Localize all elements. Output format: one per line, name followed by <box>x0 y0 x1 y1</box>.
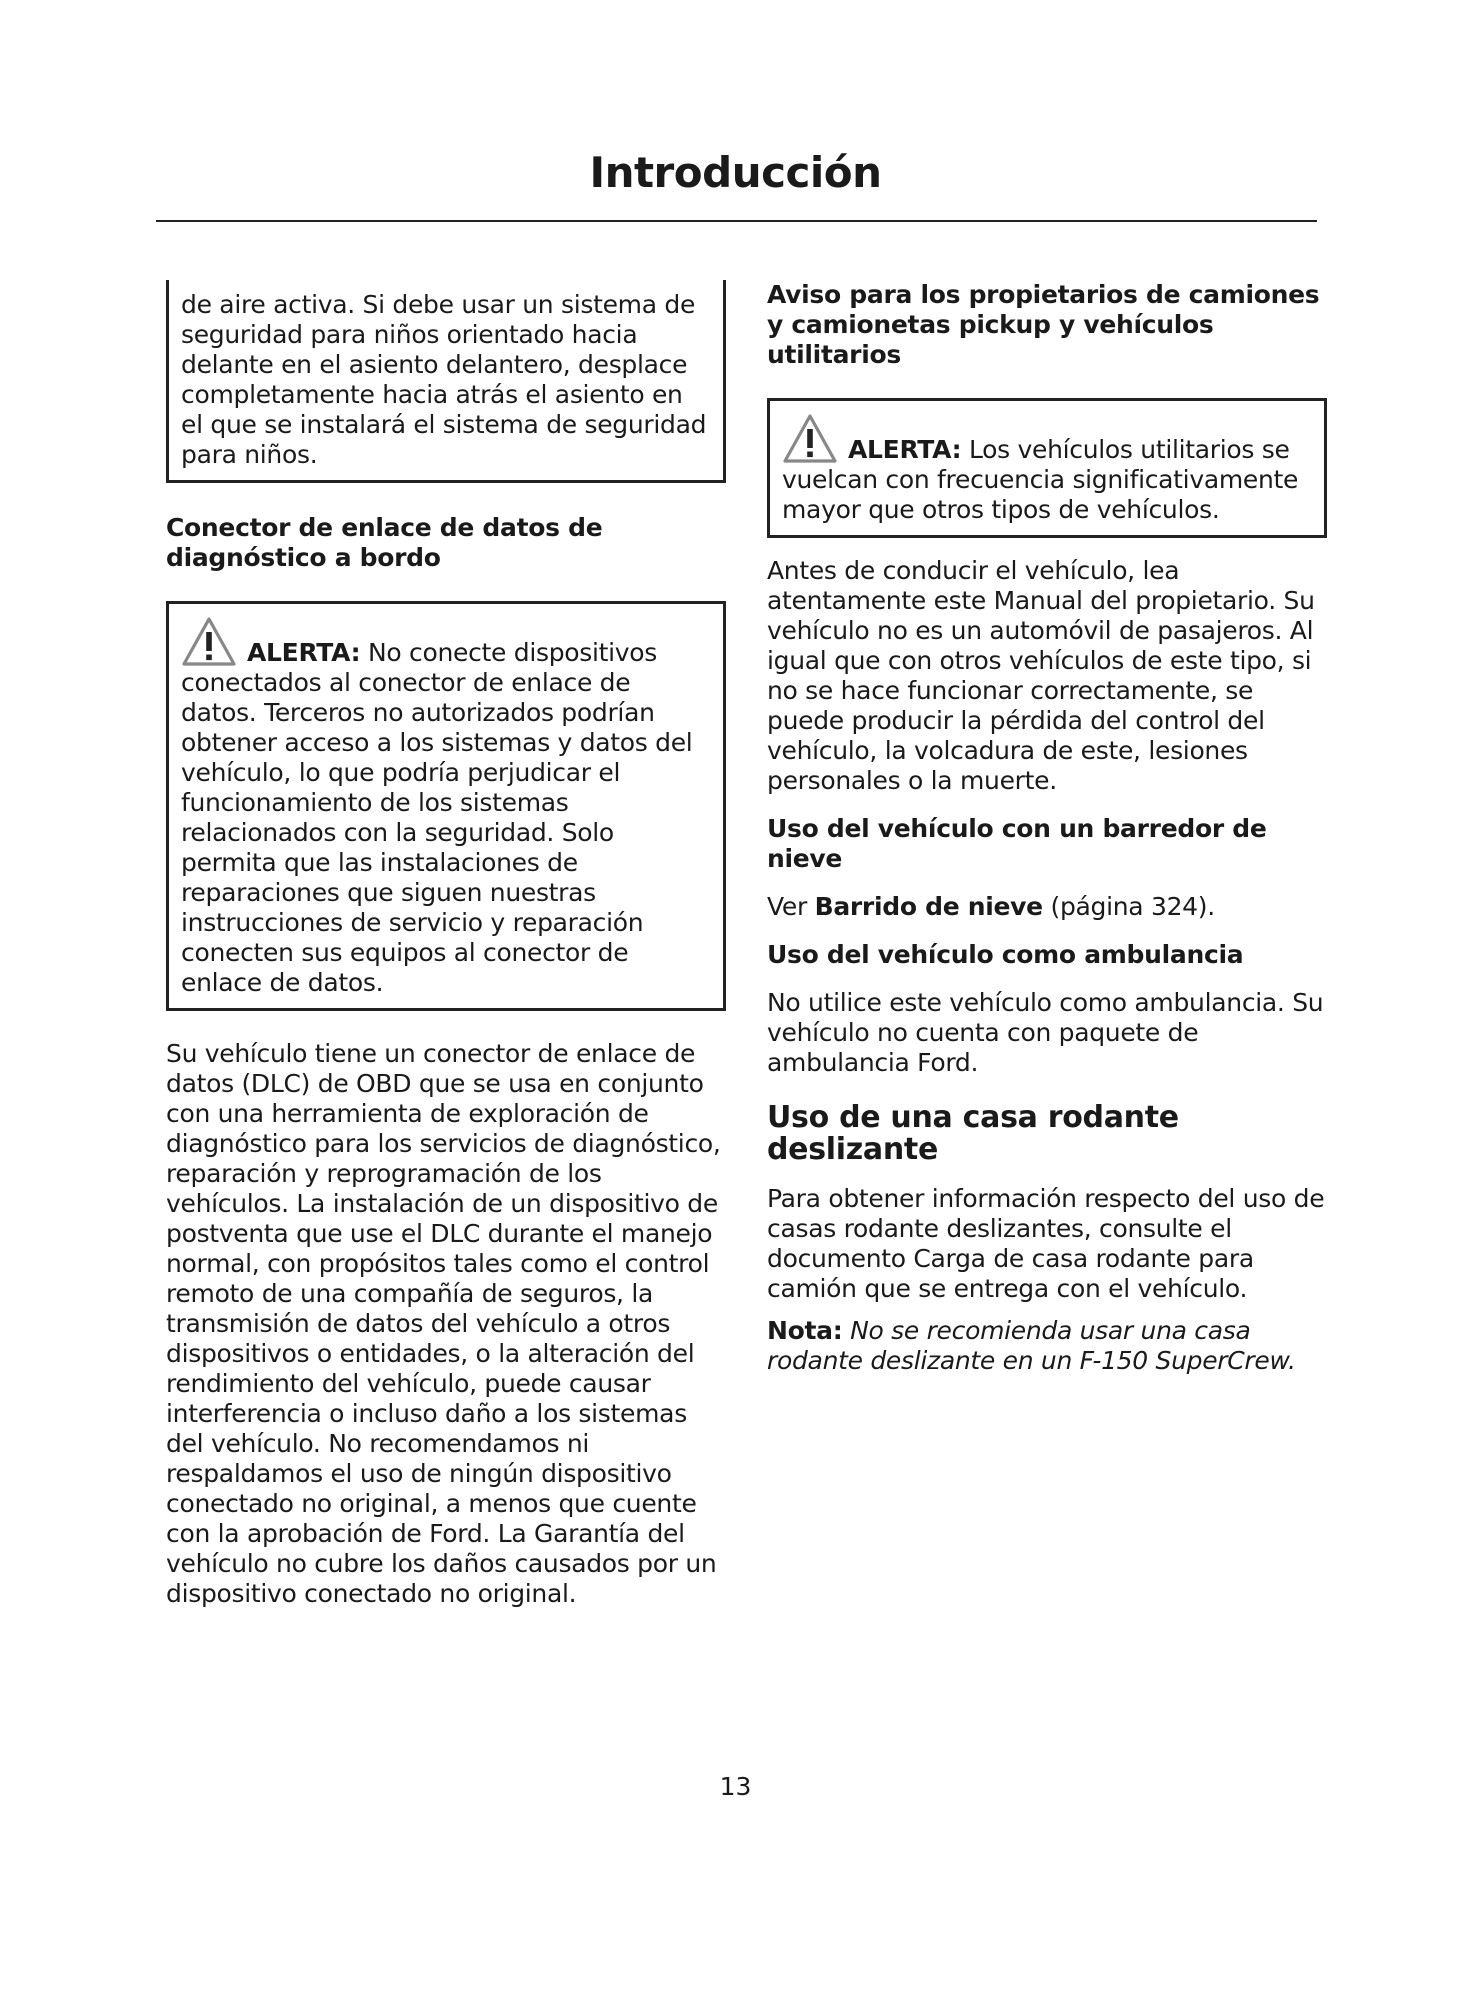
snowplow-ref-link[interactable]: Barrido de nieve <box>814 892 1043 921</box>
title-divider <box>156 220 1317 222</box>
warning-triangle-icon <box>782 413 838 465</box>
utility-alert-text: Los vehículos utilitarios se vuelcan con frecuencia significativamente mayor que otros tipos de vehículos. <box>782 435 1299 524</box>
page-title: Introducción <box>589 148 882 197</box>
ambulance-paragraph: No utilice este vehículo como ambulancia. Su vehículo no cuenta con paquete de ambulancia Ford. <box>767 988 1324 1077</box>
continued-alert-text: de aire activa. Si debe usar un sistema de seguridad para niños orientado hacia delante en el asiento delantero, desplace completamente hacia atrás el asiento en el que se instalará el sistema de seguridad para niños. <box>181 290 707 469</box>
snowplow-reference <box>767 892 1327 922</box>
left-column <box>166 280 726 1609</box>
warning-triangle-icon <box>181 616 237 668</box>
obd-alert-text: No conecte dispositivos conectados al conector de enlace de datos. Terceros no autorizados podrían obtener acceso a los sistemas y datos del vehículo, lo que podría perjudicar el funcionamiento de los sistemas relacionados con la seguridad. Solo permita que las instalaciones de reparaciones que siguen nuestras instrucciones de servicio y reparación conecten sus equipos al conector de enlace de datos. <box>181 638 693 997</box>
note-text: No se recomienda usar una casa rodante deslizante en un F-150 SuperCrew. <box>767 1316 1296 1375</box>
utility-heading: Aviso para los propietarios de camiones y camionetas pickup y vehículos utilitarios <box>767 280 1320 369</box>
utility-alert-box <box>767 398 1327 538</box>
camper-note <box>767 1316 1327 1376</box>
continued-alert-box <box>166 280 726 483</box>
obd-heading: Conector de enlace de datos de diagnóstico a bordo <box>166 513 603 572</box>
utility-paragraph: Antes de conducir el vehículo, lea atentamente este Manual del propietario. Su vehículo no es un automóvil de pasajeros. Al igual que con otros vehículos de este tipo, si no se hace funcionar correctamente, se puede producir la pérdida del control del vehículo, la volcadura de este, lesiones personales o la muerte. <box>767 556 1315 795</box>
obd-alert-label: ALERTA: <box>247 638 361 667</box>
obd-alert-box <box>166 601 726 1011</box>
right-column <box>767 280 1327 1376</box>
camper-paragraph: Para obtener información respecto del uso de casas rodante deslizantes, consulte el documento Carga de casa rodante para camión que se entrega con el vehículo. <box>767 1184 1325 1303</box>
snowplow-ref-suffix: (página 324). <box>1050 892 1215 921</box>
snowplow-ref-prefix: Ver <box>767 892 807 921</box>
utility-alert-label: ALERTA: <box>848 435 962 464</box>
camper-heading: Uso de una casa rodante deslizante <box>767 1100 1179 1167</box>
note-label: Nota: <box>767 1316 843 1345</box>
snowplow-heading: Uso del vehículo con un barredor de nieve <box>767 814 1267 873</box>
page-number: 13 <box>719 1772 752 1801</box>
obd-paragraph: Su vehículo tiene un conector de enlace de datos (DLC) de OBD que se usa en conjunto con una herramienta de exploración de diagnóstico para los servicios de diagnóstico, reparación y reprogramación de los vehículos. La instalación de un dispositivo de postventa que use el DLC durante el manejo normal, con propósitos tales como el control remoto de una compañía de seguros, la transmisión de datos del vehículo a otros dispositivos o entidades, o la alteración del rendimiento del vehículo, puede causar interferencia o incluso daño a los sistemas del vehículo. No recomendamos ni respaldamos el uso de ningún dispositivo conectado no original, a menos que cuente con la aprobación de Ford. La Garantía del vehículo no cubre los daños causados por un dispositivo conectado no original. <box>166 1039 721 1608</box>
ambulance-heading: Uso del vehículo como ambulancia <box>767 940 1244 969</box>
